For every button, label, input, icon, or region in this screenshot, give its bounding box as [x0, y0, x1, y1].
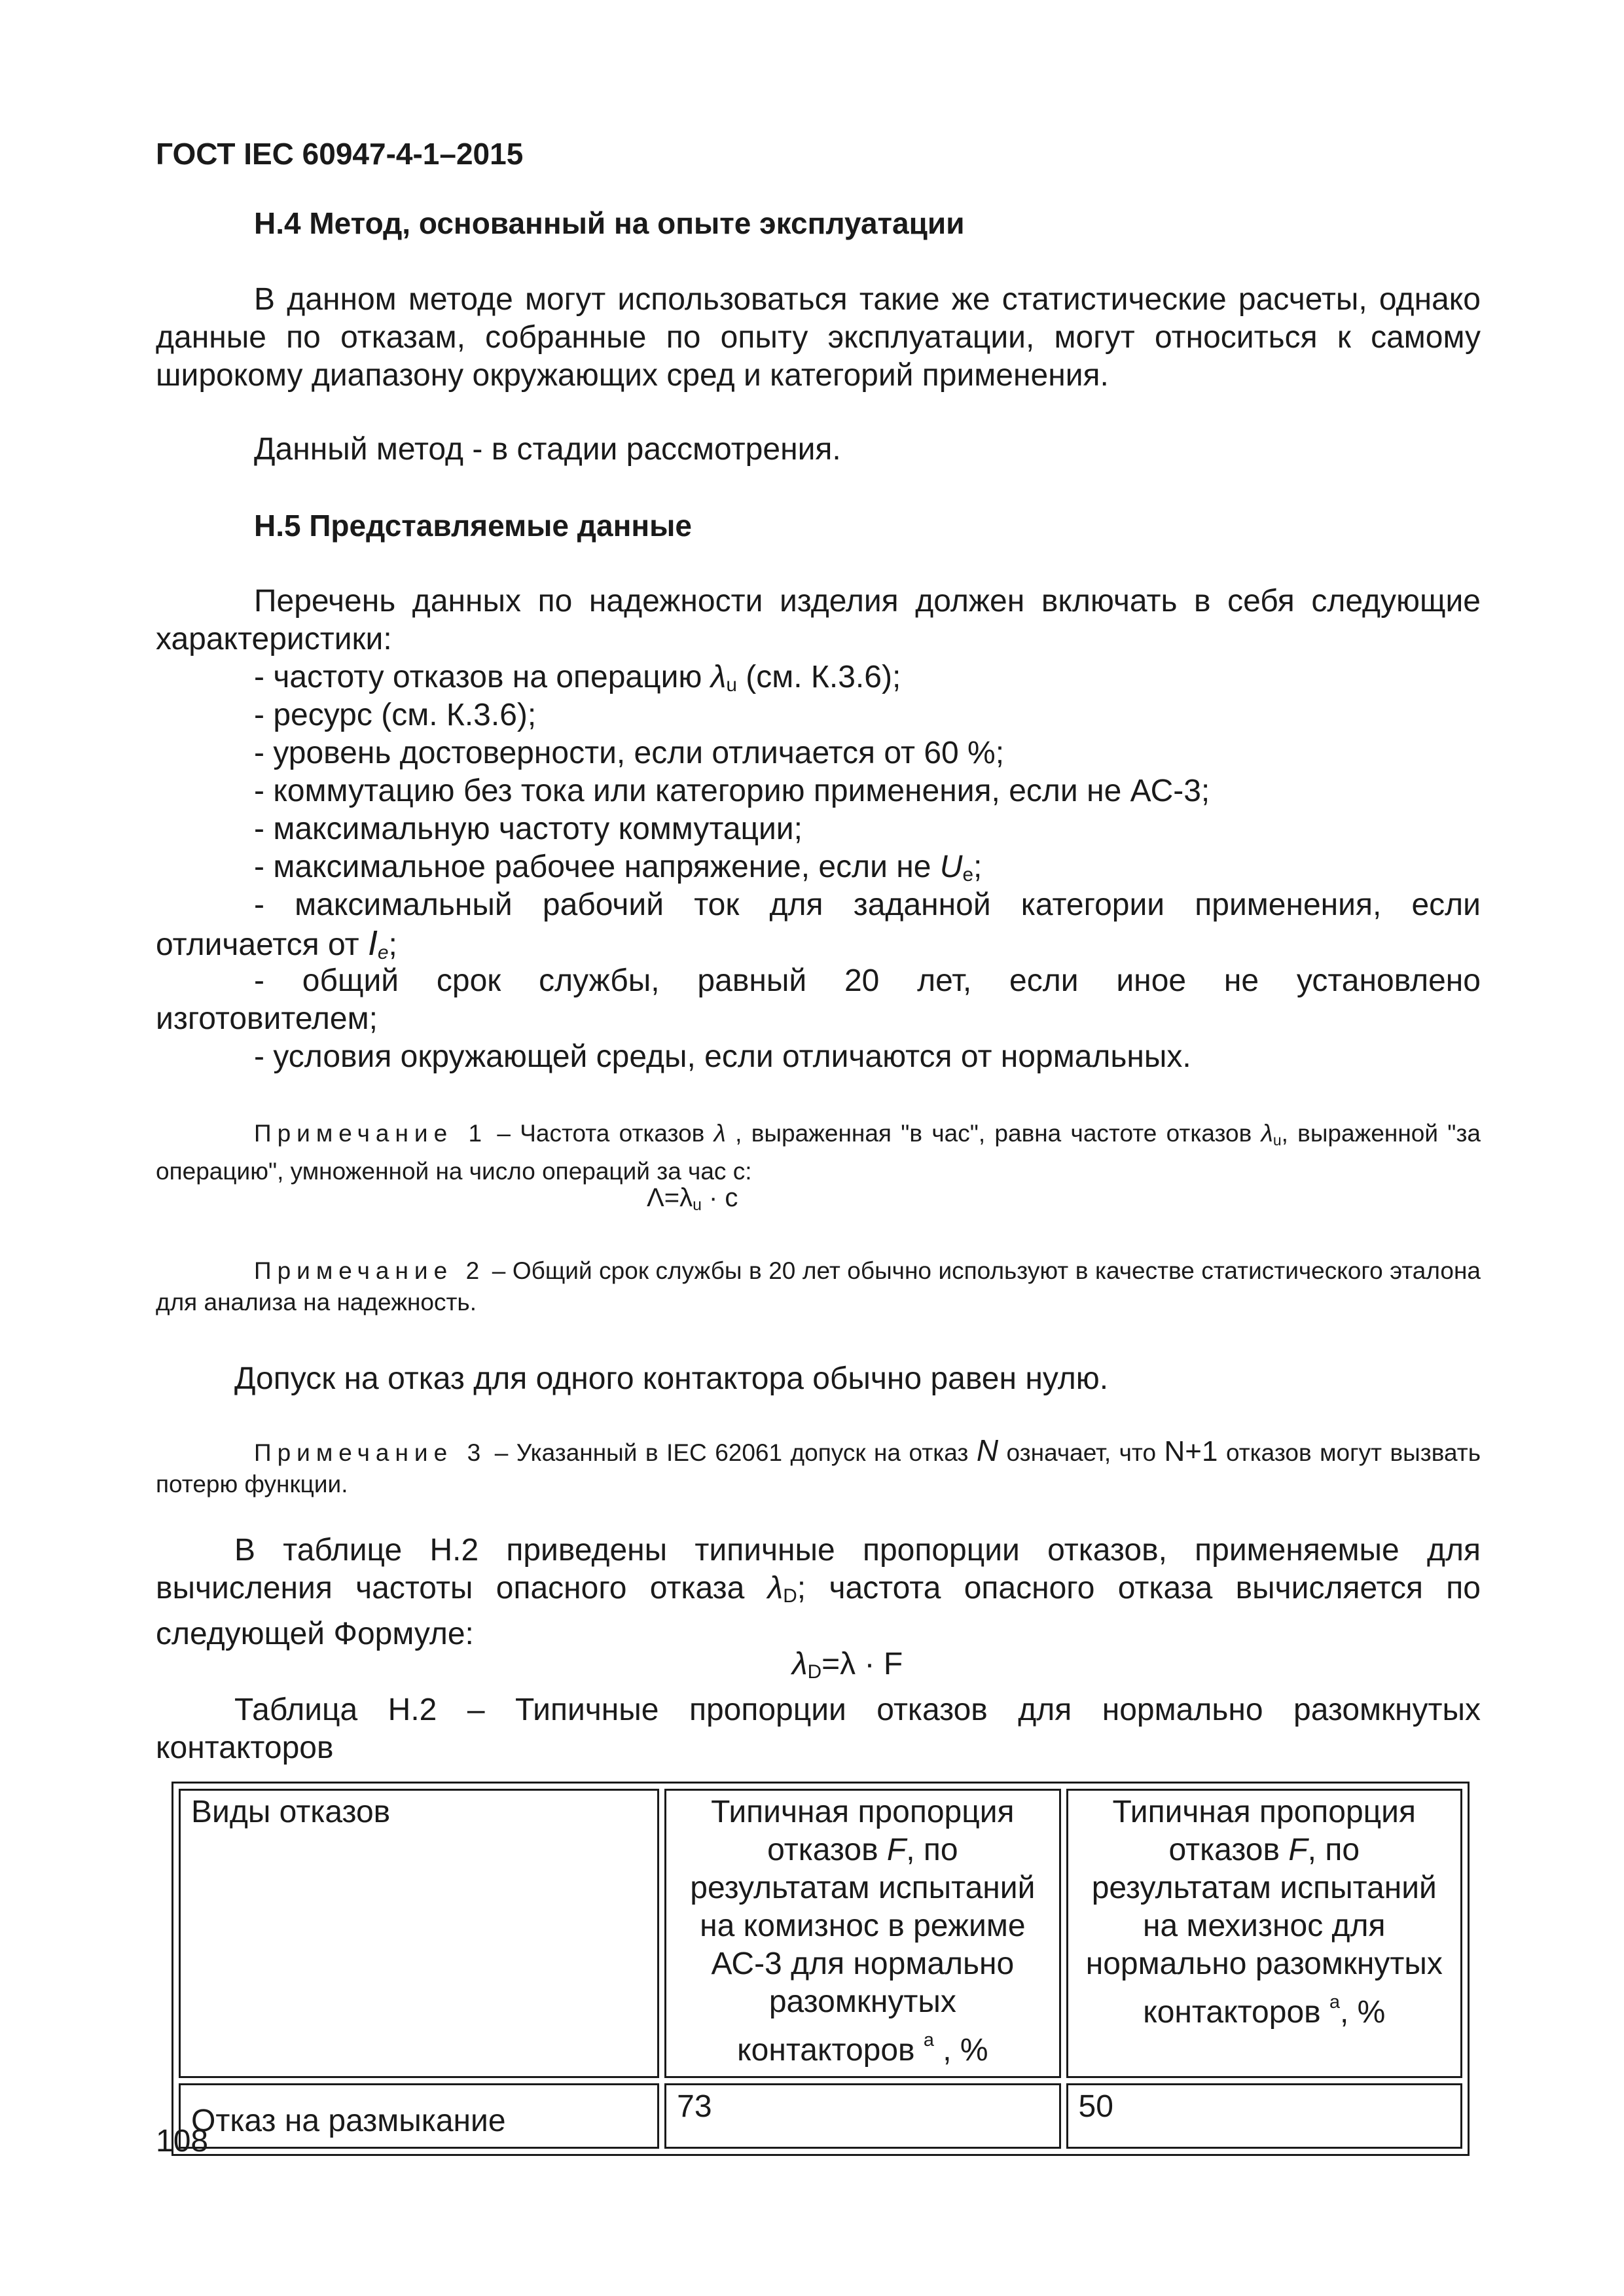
header-mech-proportion: Типичная пропорция отказов F, по результатам испытаний на мехизнос для нормально разомкнутых контакторов $^a$, % — [1066, 1789, 1462, 2078]
section-h5-intro: Перечень данных по надежности изделия должен включать в себя следующие характеристики: — [156, 584, 1481, 656]
list-item-environment: - условия окружающей среды, если отличаются от нормальных. — [254, 1039, 1191, 1074]
failure-proportion-table — [171, 1782, 1470, 2156]
note-3: Примечание 3 – Указанный в IEC 62061 допуск на отказ N означает, что N+1 отказов могут вызвать потерю функции. — [156, 1433, 1481, 1498]
list-item-max-voltage: - максимальное рабочее напряжение, если не $U_e$; — [254, 850, 983, 886]
section-h4-status: Данный метод - в стадии рассмотрения. — [254, 432, 841, 467]
table-caption: Таблица Н.2 – Типичные пропорции отказов для нормально разомкнутых контакторов — [156, 1693, 1481, 1765]
formula-main: $\lambda_D=\lambda \cdot F$ — [792, 1647, 903, 1683]
section-h4-paragraph: В данном методе могут использоваться такие же статистические расчеты, однако данные по отказам, собранные по опыту эксплуатации, могут относиться к самому широкому диапазону окружающих сред и категорий применения. — [156, 282, 1481, 393]
list-item-confidence: - уровень достоверности, если отличается от 60 %; — [254, 736, 1005, 770]
table-intro: В таблице Н.2 приведены типичные пропорции отказов, применяемые для вычисления частоты опасного отказа $\lambda_D$; частота опасного отказа вычисляется по следующей Формуле: — [156, 1533, 1481, 1651]
row-mech-value: 50 — [1066, 2083, 1462, 2149]
row-failure-type: Отказ на размыкание — [179, 2083, 659, 2149]
document-header: ГОСТ IEC 60947-4-1–2015 — [156, 137, 524, 171]
header-ac3-proportion: Типичная пропорция отказов F, по результатам испытаний на комизнос в режиме АС-3 для нормально разомкнутых контакторов $^a$ , % — [664, 1789, 1060, 2078]
list-item-resource: - ресурс (см. К.3.6); — [254, 698, 537, 732]
list-item-max-current-cont: отличается от $I_e$; — [156, 924, 397, 963]
list-item-failure-rate: - частоту отказов на операцию $\lambda_u$ (см. К.3.6); — [254, 660, 901, 696]
list-item-max-current: - максимальный рабочий ток для заданной категории применения, если — [254, 888, 1481, 922]
table-row — [179, 2083, 1462, 2149]
tolerance-text: Допуск на отказ для одного контактора обычно равен нулю. — [234, 1361, 1109, 1396]
list-item-switching: - коммутацию без тока или категорию применения, если не АС-3; — [254, 774, 1210, 808]
list-item-service-life: - общий срок службы, равный 20 лет, если иное не установлено — [254, 963, 1481, 998]
section-h4-title: Н.4 Метод, основанный на опыте эксплуатации — [254, 206, 965, 240]
list-item-max-frequency: - максимальную частоту коммутации; — [254, 812, 803, 846]
page-number: 108 — [156, 2124, 209, 2159]
section-h5-title: Н.5 Представляемые данные — [254, 509, 692, 543]
note-2: Примечание 2 – Общий срок службы в 20 лет обычно используют в качестве статистического эталона для анализа на надежность. — [156, 1257, 1481, 1316]
table-header-row — [179, 1789, 1462, 2078]
header-failure-type: Виды отказов — [179, 1789, 659, 2078]
list-item-service-life-cont: изготовителем; — [156, 1001, 378, 1036]
note-1: Примечание 1 – Частота отказов λ , выраженная "в час", равна частоте отказов $\lambda_u$, выраженной "за операцию", умноженной на число операций за час c: — [156, 1120, 1481, 1185]
row-ac3-value: 73 — [664, 2083, 1060, 2149]
note-1-formula: $\Lambda=\lambda_u \cdot c$ — [647, 1183, 738, 1214]
